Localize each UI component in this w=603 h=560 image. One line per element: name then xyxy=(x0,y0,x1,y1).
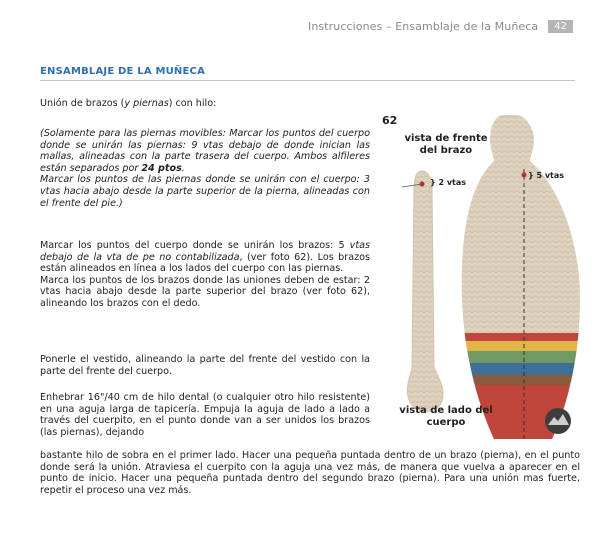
label-arm-rows: } 2 vtas xyxy=(430,178,467,187)
paragraph-dress: Ponerle el vestido, alineando la parte del frente del vestido con la parte del frente del cuerpo. xyxy=(40,354,370,377)
paragraph-thread: Enhebrar 16"/40 cm de hilo dental (o cualquier otro hilo resistente) en una aguja larga de tapicería. Empuja la aguja de lado a lado a través del cuerpito, en el punto donde van a ser unidos los brazos (las piernas), dejando xyxy=(40,392,370,438)
page-number: 42 xyxy=(548,20,573,33)
section-divider xyxy=(40,80,575,81)
crochet-photo-illustration xyxy=(382,109,582,445)
pin-body xyxy=(522,173,527,178)
stripe-brown xyxy=(452,375,582,385)
stripe-yellow xyxy=(452,341,582,351)
body-shape xyxy=(452,109,582,445)
page-header xyxy=(308,20,573,33)
paragraph-arms: Marcar los puntos del cuerpo donde se unirán los brazos: 5 vtas debajo de la vta de pe no contabilizada, (ver foto 62). Los brazos están alineados en línea a los lados del cuerpo con las piernas. Marca los puntos de los brazos donde las uniones deben de estar: 2 vtas hacia abajo desde la parte superior del brazo (ver foto 62), alineando los brazos con el dedo. xyxy=(40,240,370,309)
label-arm-front-view: vista de frente del brazo xyxy=(404,133,488,156)
section-title: ENSAMBLAJE DE LA MUÑECA xyxy=(40,66,206,77)
stripe-green xyxy=(452,351,582,363)
paragraph-legs: (Solamente para las piernas movibles: Marcar los puntos del cuerpo donde se unirán las piernas: 9 vtas debajo de donde inician las mallas, alineadas con la parte trasera del cuerpo. Ambos alfileres están separados por 24 ptos. Marcar los puntos de las piernas donde se unirán con el cuerpo: 3 vtas hacia abajo desde la parte superior de la pierna, alineadas con el frente del pie.) xyxy=(40,128,370,209)
header-title: Instrucciones – Ensamblaje de la Muñeca xyxy=(308,20,539,33)
label-body-side-view: vista de lado del cuerpo xyxy=(399,405,493,428)
paragraph-thread-continued: bastante hilo de sobra en el primer lado. Hacer una pequeña puntada dentro de un brazo (pierna), en el punto donde será la unión. Atraviesa el cuerpito con la aguja una vez más, de manera que vuelva a aparecer en el punto de inicio. Hacer una pequeña puntada dentro del segundo brazo (pierna). Para una unión mas fuerte, repetir el proceso una vez más. xyxy=(40,450,580,496)
photo-62 xyxy=(382,109,582,445)
label-body-rows: } 5 vtas xyxy=(528,171,565,180)
stripe-blue xyxy=(452,363,582,375)
arm-shape xyxy=(407,171,443,411)
photo-number: 62 xyxy=(382,114,398,127)
stripe-red xyxy=(452,333,582,341)
lead-paragraph: Unión de brazos (y piernas) con hilo: xyxy=(40,98,217,109)
